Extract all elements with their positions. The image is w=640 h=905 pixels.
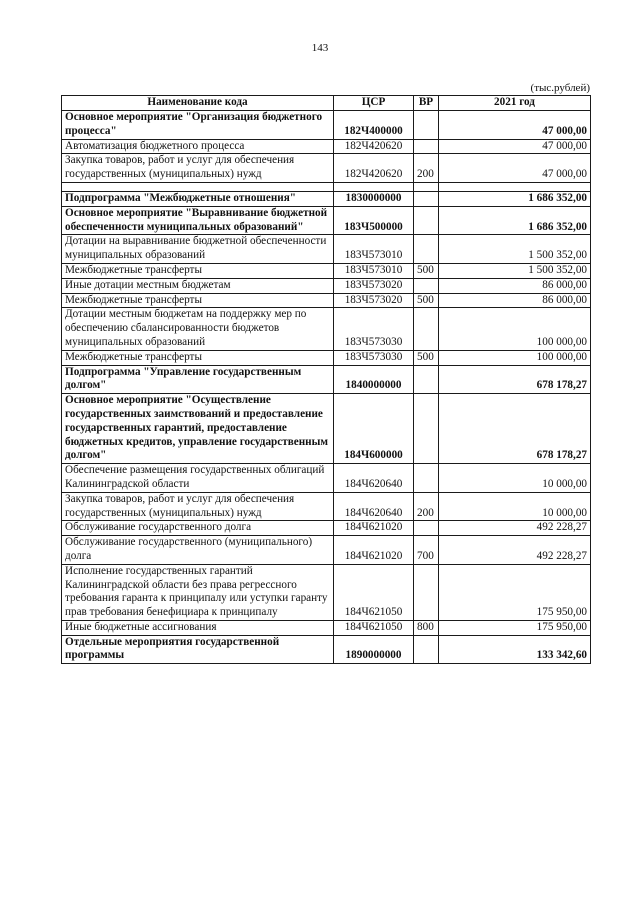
row-amount: 175 950,00 [439, 620, 591, 635]
row-amount: 86 000,00 [439, 278, 591, 293]
table-header-row [62, 96, 591, 111]
spacer-cell [334, 182, 414, 191]
row-name: Обеспечение размещения государственных облигаций Калининградской области [62, 464, 334, 493]
row-vr [414, 139, 439, 154]
row-csr: 183Ч573010 [334, 235, 414, 264]
row-vr: 500 [414, 350, 439, 365]
row-vr [414, 111, 439, 140]
row-name: Иные дотации местным бюджетам [62, 278, 334, 293]
row-csr: 184Ч621020 [334, 521, 414, 536]
row-name: Обслуживание государственного долга [62, 521, 334, 536]
row-vr [414, 394, 439, 464]
table-row [62, 464, 591, 493]
row-vr: 500 [414, 293, 439, 308]
row-name: Дотации местным бюджетам на поддержку мер по обеспечению сбалансированности бюджетов муниципальных образований [62, 308, 334, 350]
units-label: (тыс.рублей) [530, 82, 590, 94]
row-csr: 184Ч621050 [334, 564, 414, 620]
row-csr: 184Ч620640 [334, 492, 414, 521]
row-csr: 184Ч620640 [334, 464, 414, 493]
row-vr [414, 206, 439, 235]
row-vr [414, 464, 439, 493]
table-row [62, 620, 591, 635]
row-name: Автоматизация бюджетного процесса [62, 139, 334, 154]
row-vr: 700 [414, 536, 439, 565]
row-csr: 183Ч573030 [334, 350, 414, 365]
row-amount: 678 178,27 [439, 394, 591, 464]
row-name: Иные бюджетные ассигнования [62, 620, 334, 635]
row-vr [414, 635, 439, 664]
row-vr: 800 [414, 620, 439, 635]
row-amount: 100 000,00 [439, 308, 591, 350]
row-name: Межбюджетные трансферты [62, 263, 334, 278]
row-csr: 1840000000 [334, 365, 414, 394]
row-name: Основное мероприятие "Выравнивание бюджетной обеспеченности муниципальных образований" [62, 206, 334, 235]
table-row [62, 278, 591, 293]
row-amount: 1 500 352,00 [439, 263, 591, 278]
table-row [62, 293, 591, 308]
row-amount: 47 000,00 [439, 111, 591, 140]
row-amount: 492 228,27 [439, 536, 591, 565]
row-csr: 1830000000 [334, 191, 414, 206]
row-vr [414, 308, 439, 350]
row-vr: 200 [414, 154, 439, 183]
table-row [62, 206, 591, 235]
row-csr: 182Ч420620 [334, 139, 414, 154]
row-amount: 678 178,27 [439, 365, 591, 394]
row-name: Основное мероприятие "Организация бюджетного процесса" [62, 111, 334, 140]
row-csr: 184Ч621020 [334, 536, 414, 565]
table-row [62, 235, 591, 264]
row-vr [414, 521, 439, 536]
row-amount: 86 000,00 [439, 293, 591, 308]
table-row [62, 492, 591, 521]
row-amount: 175 950,00 [439, 564, 591, 620]
row-vr [414, 278, 439, 293]
row-name: Дотации на выравнивание бюджетной обеспеченности муниципальных образований [62, 235, 334, 264]
table-row [62, 365, 591, 394]
row-csr: 183Ч573030 [334, 308, 414, 350]
table-row [62, 350, 591, 365]
table-row [62, 394, 591, 464]
row-amount: 10 000,00 [439, 492, 591, 521]
row-amount: 10 000,00 [439, 464, 591, 493]
row-name: Отдельные мероприятия государственной программы [62, 635, 334, 664]
row-csr: 183Ч573020 [334, 278, 414, 293]
row-amount: 1 686 352,00 [439, 206, 591, 235]
header-csr: ЦСР [334, 96, 414, 111]
row-name: Обслуживание государственного (муниципального) долга [62, 536, 334, 565]
row-name: Закупка товаров, работ и услуг для обеспечения государственных (муниципальных) нужд [62, 154, 334, 183]
row-vr: 500 [414, 263, 439, 278]
page-number: 143 [311, 42, 329, 54]
row-vr [414, 235, 439, 264]
row-vr [414, 365, 439, 394]
row-csr: 183Ч500000 [334, 206, 414, 235]
row-name: Межбюджетные трансферты [62, 350, 334, 365]
row-amount: 1 686 352,00 [439, 191, 591, 206]
table-row [62, 521, 591, 536]
row-vr [414, 191, 439, 206]
row-amount: 1 500 352,00 [439, 235, 591, 264]
row-csr: 184Ч600000 [334, 394, 414, 464]
table-row [62, 635, 591, 664]
row-vr [414, 564, 439, 620]
row-csr: 1890000000 [334, 635, 414, 664]
row-name: Межбюджетные трансферты [62, 293, 334, 308]
row-amount: 47 000,00 [439, 139, 591, 154]
row-csr: 183Ч573020 [334, 293, 414, 308]
header-name: Наименование кода [62, 96, 334, 111]
row-name: Закупка товаров, работ и услуг для обеспечения государственных (муниципальных) нужд [62, 492, 334, 521]
table-spacer-row [62, 182, 591, 191]
spacer-cell [414, 182, 439, 191]
row-amount: 492 228,27 [439, 521, 591, 536]
row-csr: 183Ч573010 [334, 263, 414, 278]
row-csr: 184Ч621050 [334, 620, 414, 635]
row-name: Подпрограмма "Управление государственным долгом" [62, 365, 334, 394]
spacer-cell [62, 182, 334, 191]
table-row [62, 564, 591, 620]
header-year: 2021 год [439, 96, 591, 111]
table-row [62, 154, 591, 183]
row-csr: 182Ч420620 [334, 154, 414, 183]
row-amount: 47 000,00 [439, 154, 591, 183]
table-row [62, 191, 591, 206]
table-row [62, 536, 591, 565]
row-csr: 182Ч400000 [334, 111, 414, 140]
row-amount: 100 000,00 [439, 350, 591, 365]
table-row [62, 139, 591, 154]
budget-table [61, 95, 591, 664]
row-name: Подпрограмма "Межбюджетные отношения" [62, 191, 334, 206]
row-amount: 133 342,60 [439, 635, 591, 664]
spacer-cell [439, 182, 591, 191]
row-name: Исполнение государственных гарантий Калининградской области без права регрессного требования гаранта к принципалу или уступки гаранту прав требования бенефициара к принципалу [62, 564, 334, 620]
header-vr: ВР [414, 96, 439, 111]
table-row [62, 263, 591, 278]
table-row [62, 308, 591, 350]
row-name: Основное мероприятие "Осуществление государственных заимствований и предоставление государственных гарантий, предоставление бюджетных кредитов, управление государственным долгом" [62, 394, 334, 464]
table-row [62, 111, 591, 140]
row-vr: 200 [414, 492, 439, 521]
